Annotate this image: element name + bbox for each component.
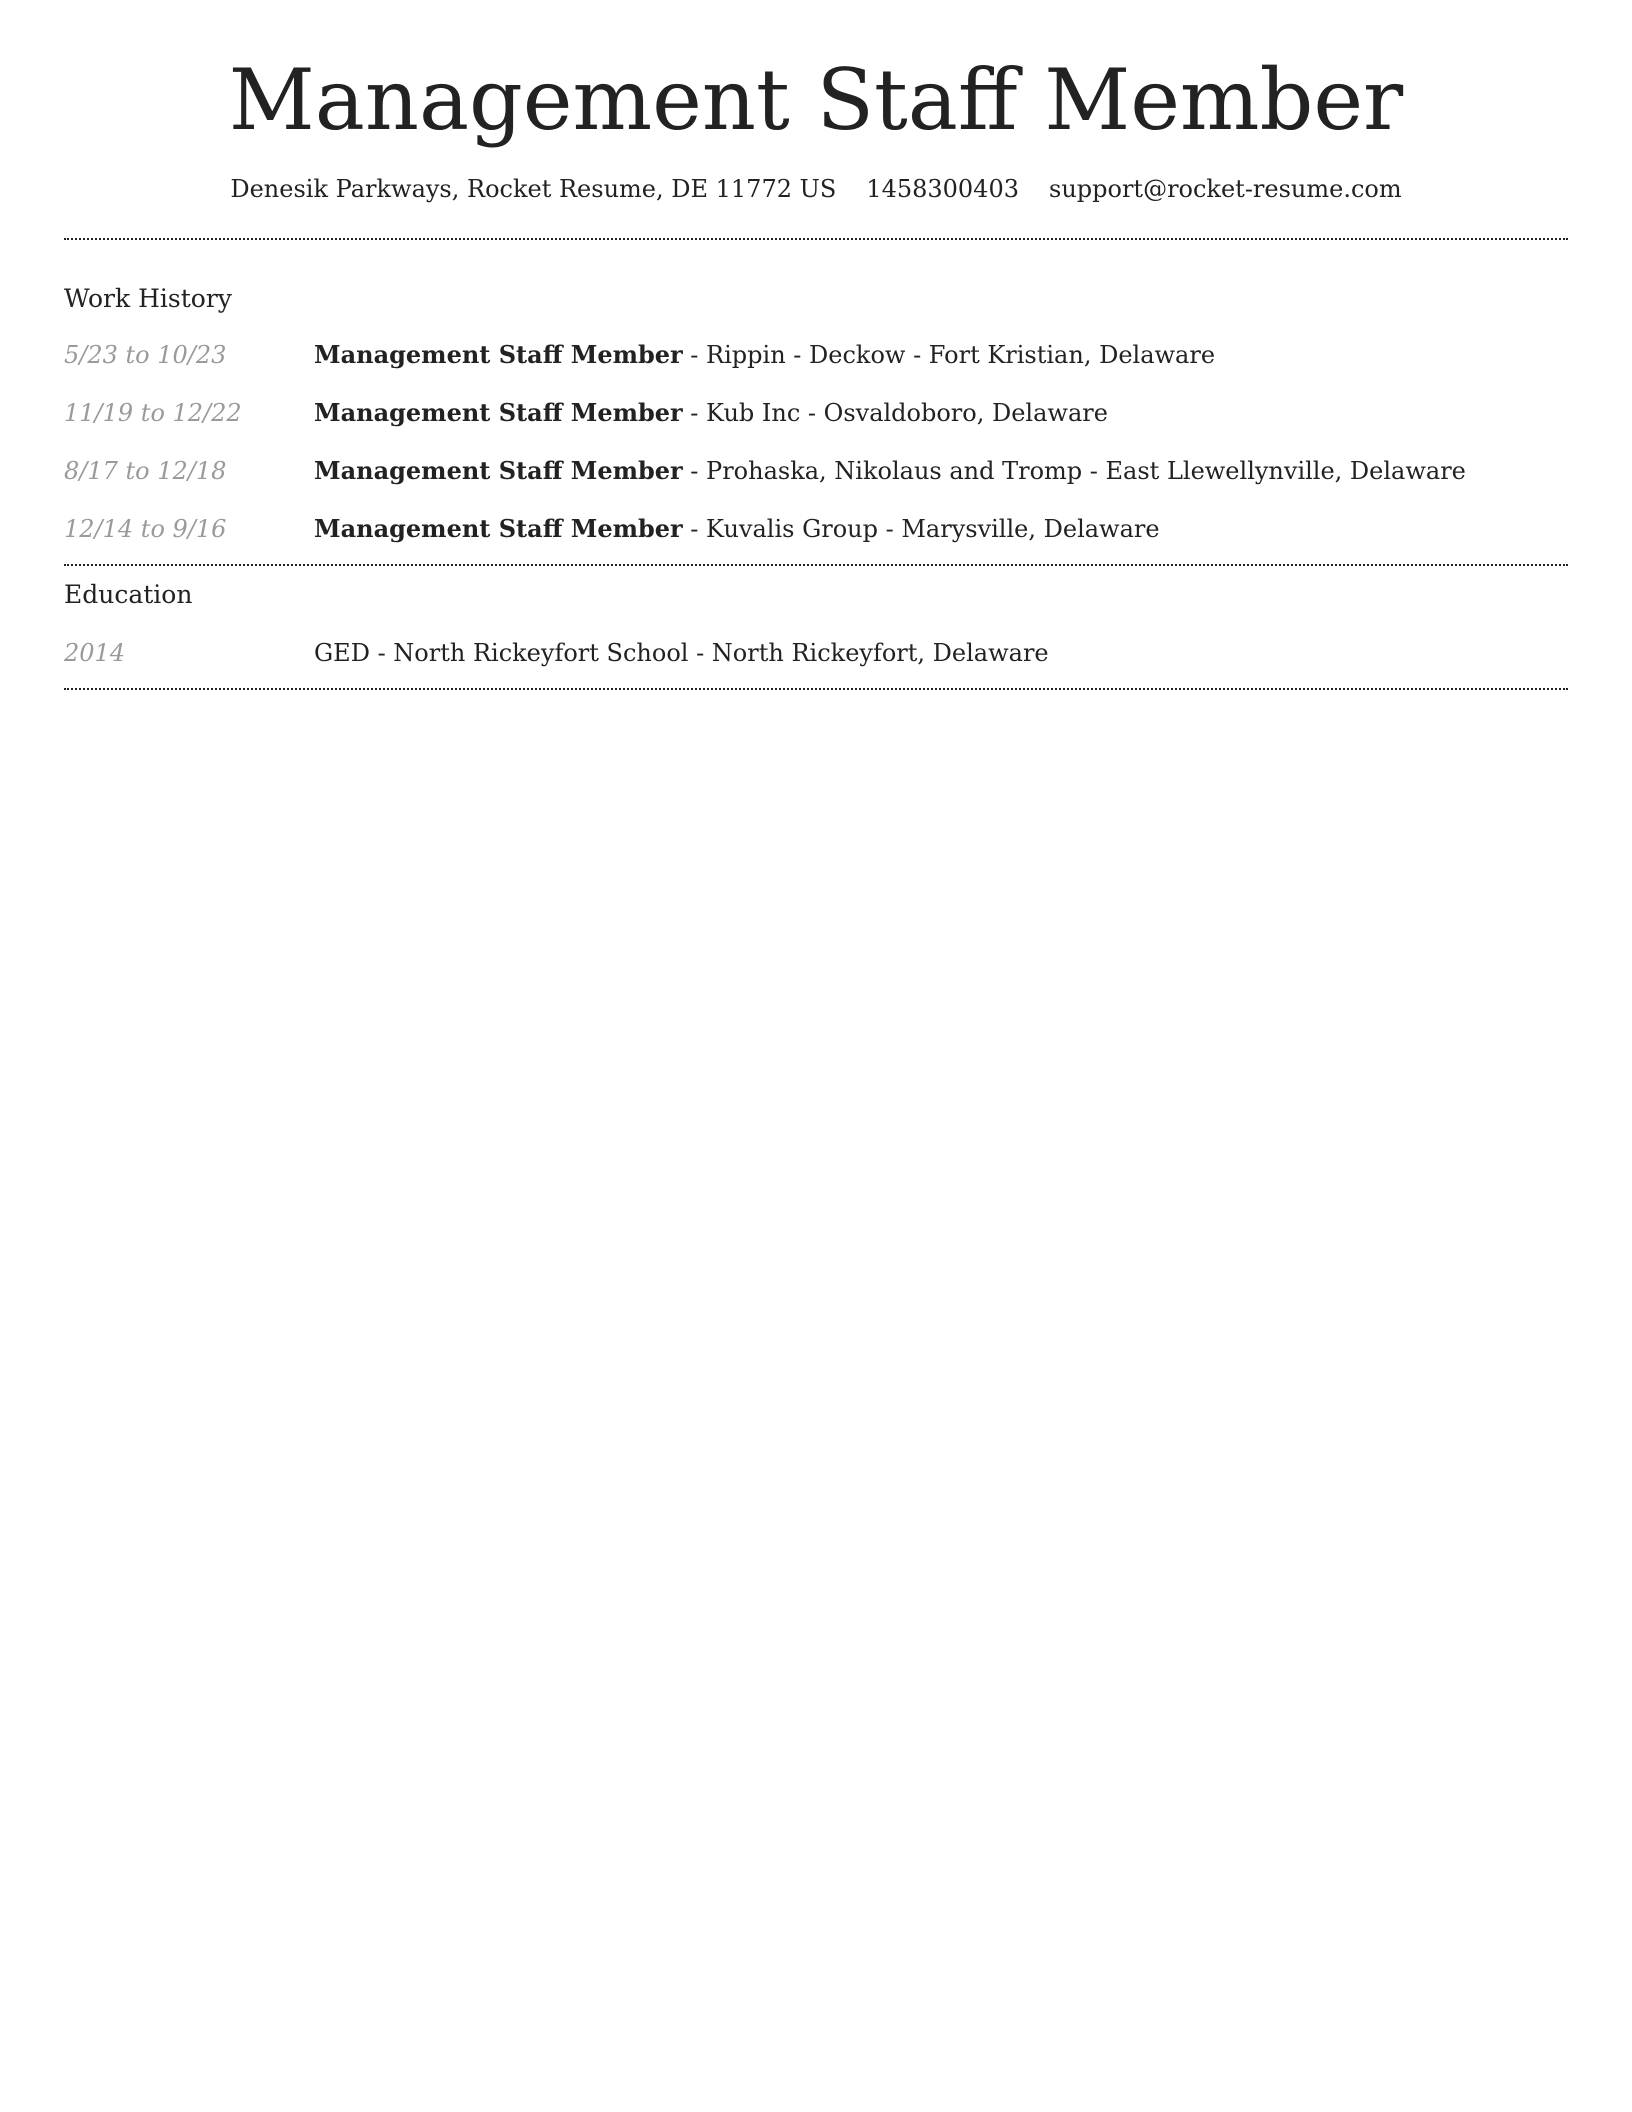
work-history-item	[64, 396, 1568, 430]
resume-name: Management Staff Member	[228, 51, 1404, 149]
education-item	[64, 636, 1568, 670]
work-history-details: - Kuvalis Group - Marysville, Delaware	[682, 515, 1160, 543]
work-history-dates: 11/19 to 12/22	[64, 399, 242, 427]
divider-header	[64, 238, 1568, 240]
work-history-description	[314, 338, 1215, 372]
work-history-description	[314, 512, 1160, 546]
section-title-education: Education	[64, 580, 193, 609]
work-history-details: - Prohaska, Nikolaus and Tromp - East Llewellynville, Delaware	[682, 457, 1466, 485]
work-history-job-title: Management Staff Member	[314, 456, 683, 485]
work-history-description	[314, 396, 1108, 430]
work-history-item	[64, 512, 1568, 546]
work-history-details: - Kub Inc - Osvaldoboro, Delaware	[682, 399, 1108, 427]
work-history-dates: 5/23 to 10/23	[64, 341, 227, 369]
work-history-job-title: Management Staff Member	[314, 398, 683, 427]
work-history-description	[314, 454, 1466, 488]
work-history-job-title: Management Staff Member	[314, 340, 683, 369]
contact-phone: 1458300403	[866, 175, 1019, 203]
resume-page	[64, 0, 1568, 690]
contact-email[interactable]: support@rocket-resume.com	[1049, 175, 1402, 203]
education-details: GED - North Rickeyfort School - North Rickeyfort, Delaware	[314, 639, 1049, 667]
contact-line	[64, 172, 1568, 206]
contact-address: Denesik Parkways, Rocket Resume, DE 11772 US	[230, 175, 837, 203]
work-history-dates: 8/17 to 12/18	[64, 457, 227, 485]
work-history-item	[64, 454, 1568, 488]
divider-education	[64, 688, 1568, 690]
work-history-details: - Rippin - Deckow - Fort Kristian, Delaware	[682, 341, 1216, 369]
divider-work-history	[64, 564, 1568, 566]
work-history-item	[64, 338, 1568, 372]
work-history-job-title: Management Staff Member	[314, 514, 683, 543]
education-date: 2014	[64, 639, 126, 667]
work-history-dates: 12/14 to 9/16	[64, 515, 227, 543]
section-title-work-history: Work History	[64, 284, 232, 313]
